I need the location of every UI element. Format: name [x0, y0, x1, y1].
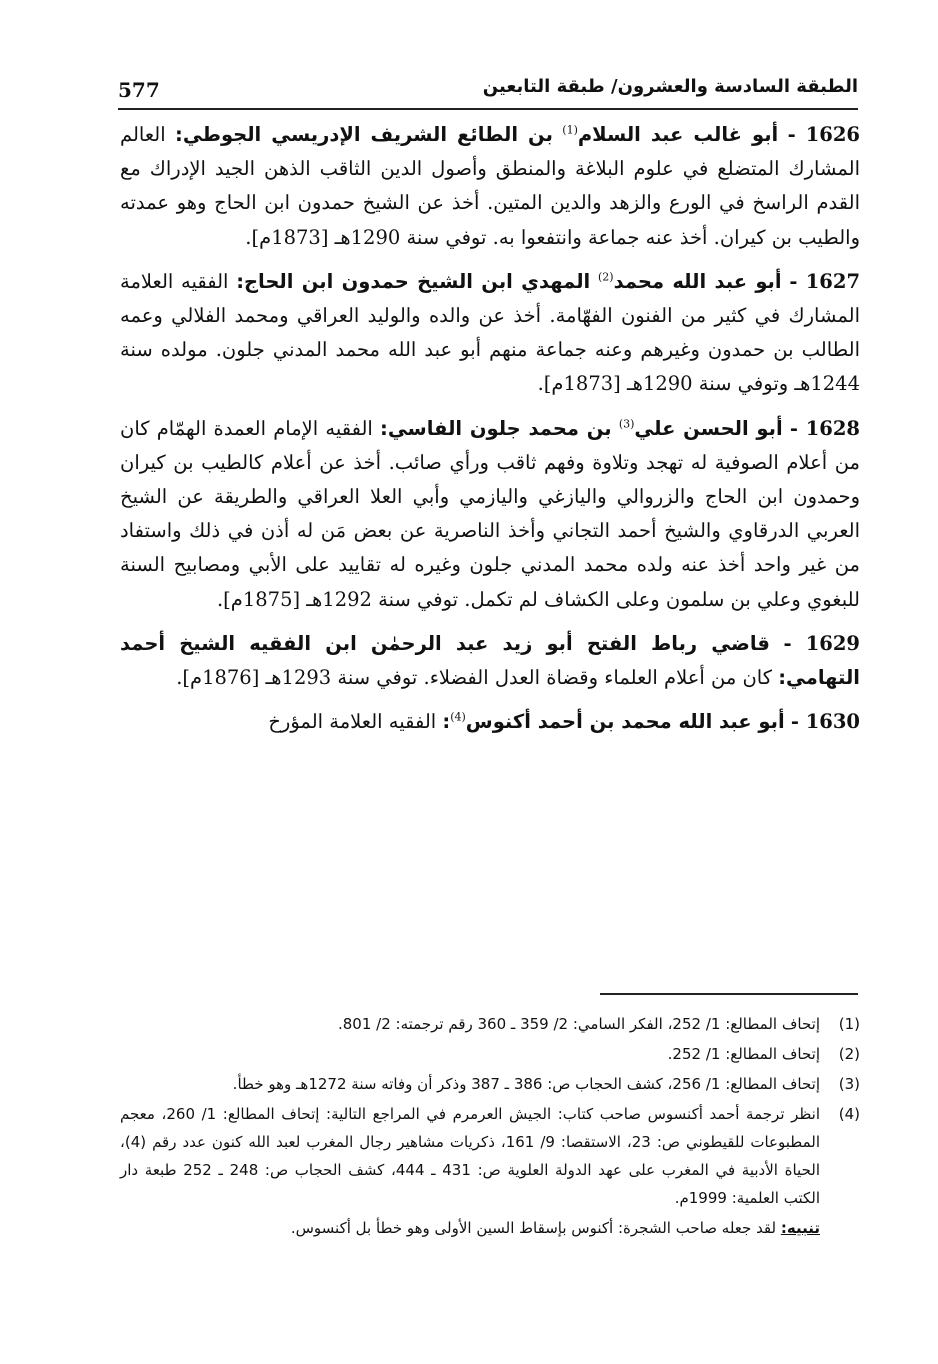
footnote-ref: (4) — [450, 710, 466, 724]
entry-name: أبو عبد الله محمد بن أحمد أكنوس — [465, 710, 785, 734]
note-text: لقد جعله صاحب الشجرة: أكنوس بإسقاط السين الأولى وهو خطأ بل أكنسوس. — [290, 1219, 777, 1237]
entry-name-rest: بن الطائع الشريف الإدريسي الجوطي: — [175, 123, 553, 146]
footnotes — [120, 1010, 860, 1242]
entry-name-rest: : — [442, 710, 451, 734]
entry-text: كان من أعلام العلماء وقضاة العدل الفضلاء. توفي سنة 1293هـ [1876م]. — [176, 666, 773, 690]
entry-name-rest: المهدي ابن الشيخ حمدون ابن الحاج: — [236, 269, 591, 293]
biography-entry-1626 — [120, 118, 860, 255]
entry-name: أبو غالب عبد السلام — [577, 123, 779, 146]
footnote-warning-note — [120, 1214, 860, 1242]
entry-number: 1629 - — [783, 631, 860, 655]
entry-name: أبو عبد الله محمد — [613, 269, 782, 293]
footnote-separator — [600, 993, 858, 995]
footnote-number: (1) — [838, 1015, 860, 1033]
footnote-ref: (1) — [562, 123, 578, 137]
biography-entry-1629 — [120, 627, 860, 695]
footnote-item — [120, 1040, 860, 1068]
entry-number: 1630 - — [790, 710, 860, 734]
footnote-ref: (3) — [618, 417, 635, 431]
footnote-number: (2) — [838, 1045, 860, 1063]
entry-name: أبو الحسن علي — [634, 416, 783, 440]
entry-text: العالم المشارك المتضلع في علوم البلاغة والمنطق وأصول الدين الثاقب الذهن الجيد الإدراك مع القدم الراسخ في الورع والزهد والدين المتين. أخذ عن الشيخ حمدون ابن الحاج وهو عمدته والطيب بن كيران. أخذ عنه جماعة وانتفعوا به. توفي سنة 1290هـ [1873م]. — [120, 123, 860, 249]
note-label: تنبيه: — [780, 1219, 820, 1237]
entry-number: 1628 - — [789, 416, 860, 440]
running-title: الطبقة السادسة والعشرون/ طبقة التابعين — [482, 76, 858, 97]
entry-name: قاضي رباط الفتح أبو زيد عبد الرحمٰن ابن الفقيه الشيخ أحمد التهامي: — [120, 631, 860, 690]
footnote-ref: (2) — [597, 270, 614, 284]
entry-text: الفقيه الإمام العمدة الهمّام كان من أعلام الصوفية له تهجد وتلاوة وفهم ثاقب ورأي صائب. أخذ عن أعلام كالطيب بن كيران وحمدون ابن الحاج والزروالي واليازغي واليازمي وأبي العلا العراقي والطريقة عن الشيخ العربي الدرقاوي والشيخ أحمد التجاني وأخذ الناصرية عن بعض مَن له أذن في ذلك واستفاد من غير واحد أخذ عنه ولده محمد المدني جلون وغيره له تقاييد على الأبي ومصابيح السنة للبغوي وعلي بن سلمون وعلى الكشاف لم تكمل. توفي سنة 1292هـ [1875م]. — [120, 416, 860, 611]
page-header — [118, 70, 858, 110]
footnote-text: إتحاف المطالع: 1/ 252. — [667, 1045, 820, 1063]
footnote-item — [120, 1070, 860, 1098]
page-number: 577 — [118, 78, 160, 102]
footnote-text: إتحاف المطالع: 1/ 252، الفكر السامي: 2/ 359 ـ 360 رقم ترجمته: 2/ 801. — [337, 1015, 820, 1033]
entry-text: الفقيه العلامة المشارك في كثير من الفنون الفهّامة. أخذ عن والده والوليد العراقي ومحمد الفلالي وعمه الطالب بن حمدون وغيرهم وعنه جماعة منهم أبو عبد الله محمد المدني جلون. مولده سنة 1244هـ وتوفي سنة 1290هـ [1873م]. — [120, 269, 860, 396]
entry-name-rest: بن محمد جلون الفاسي: — [380, 416, 612, 440]
biography-entry-1627 — [120, 265, 860, 402]
main-text — [120, 118, 860, 749]
footnote-number: (3) — [838, 1075, 860, 1093]
entry-text: الفقيه العلامة المؤرخ — [268, 710, 437, 734]
footnote-text: إتحاف المطالع: 1/ 256، كشف الحجاب ص: 386 ـ 387 وذكر أن وفاته سنة 1272هـ وهو خطأ. — [232, 1075, 820, 1093]
entry-number: 1626 - — [787, 123, 860, 146]
footnote-item — [120, 1100, 860, 1212]
entry-number: 1627 - — [789, 269, 861, 293]
biography-entry-1630 — [120, 705, 860, 739]
footnote-text: انظر ترجمة أحمد أكنسوس صاحب كتاب: الجيش العرمرم في المراجع التالية: إتحاف المطالع: 1/ 260، معجم المطبوعات للقيطوني ص: 23، الاستقصا: 9/ 161، ذكريات مشاهير رجال المغرب لعبد الله كنون عدد رقم (4)، الحياة الأدبية في المغرب على عهد الدولة العلوية ص: 431 ـ 444، كشف الحجاب ص: 248 ـ 252 طبعة دار الكتب العلمية: 1999م. — [120, 1105, 821, 1207]
biography-entry-1628 — [120, 412, 860, 617]
footnote-number: (4) — [838, 1105, 860, 1123]
footnote-item — [120, 1010, 860, 1038]
